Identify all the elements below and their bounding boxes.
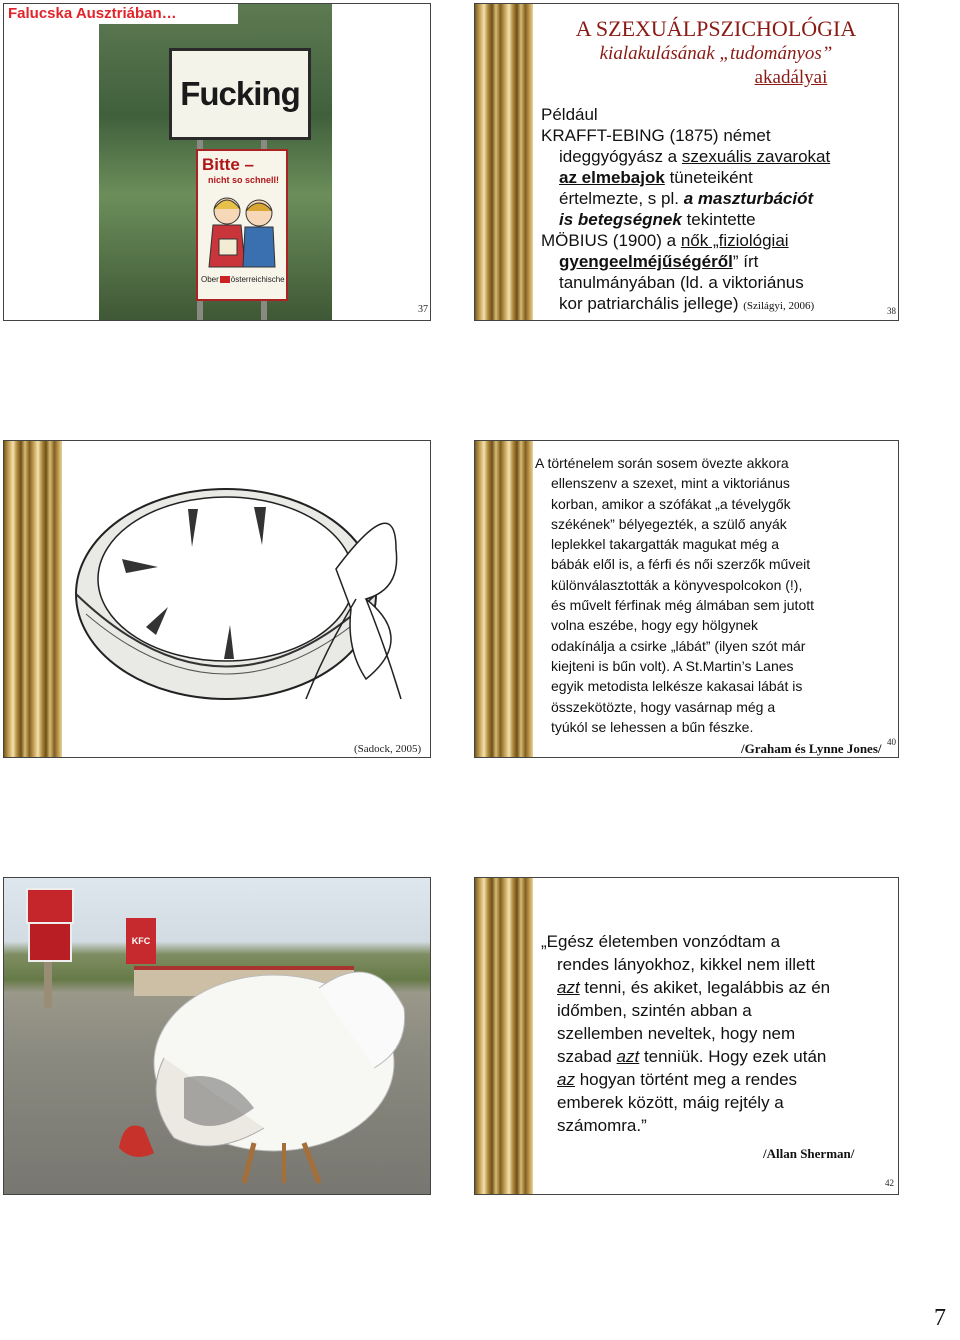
text-line: kiejteni is bűn volt). A St.Martin’s Lanes <box>551 657 794 674</box>
brand-region: österreichische <box>230 275 285 284</box>
slide-38-number: 38 <box>887 306 896 316</box>
children-illustration <box>199 189 287 273</box>
krafft-ebing-line3: az elmebajok tüneteiként <box>559 168 753 187</box>
warning-sign-subtitle: nicht so schnell! <box>208 175 280 185</box>
slide-41 <box>3 877 431 1195</box>
spiked-ring-illustration <box>66 449 426 749</box>
text-line: székének” bélyegezték, a szülő anyák <box>551 515 787 532</box>
chicken-illustration <box>104 928 431 1188</box>
mobius-line2: gyengeelméjűségéről” írt <box>559 252 759 271</box>
quote-line-3-rest: tenni, és akiket, legalábbis az én <box>579 978 831 997</box>
photo-chicken-kfc <box>4 878 431 1195</box>
text-line: és művelt férfinak még álmában sem jutott <box>551 597 815 614</box>
quote-emphasis: azt <box>616 1047 640 1066</box>
krafft-ebing-line2: ideggyógyász a szexuális zavarokat <box>559 147 831 166</box>
quote-line: szabad azt tenniük. Hogy ezek után <box>557 1047 827 1066</box>
title-line-1: A SZEXUÁLPSZICHOLÓGIA <box>575 16 857 41</box>
mobius-line3: tanulmányában (ld. a viktoriánus <box>559 273 804 292</box>
warning-sign-title: Bitte – <box>202 155 254 174</box>
quote-line: szellemben neveltek, hogy nem <box>557 1024 796 1043</box>
krafft-ebing-line4: értelmezte, s pl. a maszturbációt <box>559 189 814 208</box>
text-line: tyúkól se lehessen a bűn fészke. <box>551 718 754 735</box>
slide-38 <box>474 3 899 321</box>
town-sign-text: Fucking <box>180 75 300 112</box>
text-line: A történelem során sosem övezte akkora <box>535 455 789 471</box>
text-line: odakínálja a csirke „lábát” (ilyen szót már <box>551 637 806 654</box>
brand-ober: Ober <box>201 275 219 284</box>
quote-emphasis: azt <box>557 978 580 997</box>
text-line: korban, amikor a szófákat „a tévelygők <box>551 495 791 512</box>
slide-38-gold-bar <box>475 4 533 320</box>
slide-40-body <box>535 453 897 737</box>
quote-line: számomra.” <box>557 1116 647 1135</box>
mobius-line1: MÖBIUS (1900) a nők „fiziológiai <box>541 231 789 250</box>
slide-42-gold-bar <box>475 878 533 1194</box>
mobius-line4: kor patriarchális jellege) (Szilágyi, 2006) <box>559 294 815 313</box>
text-line: leplekkel takargatták magukat még a <box>551 536 780 553</box>
slide-38-title <box>535 16 897 90</box>
kfc-sign-lower <box>28 922 72 962</box>
slide-40-number: 40 <box>887 737 896 747</box>
text-line: volna eszébe, hogy egy hölgynek <box>551 617 759 634</box>
slide-40-gold-bar <box>475 441 533 757</box>
slide-37-number: 37 <box>418 304 428 315</box>
text-line: egyik metodista lelkésze kakasai lábát is <box>551 678 803 695</box>
kfc-roadside-sign: KFC <box>126 918 156 964</box>
text-line: bábák elől is, a férfi és női szerzők műveit <box>551 556 811 573</box>
text-line: összekötözte, hogy vasárnap még a <box>551 698 776 715</box>
quote-line: „Egész életemben vonzódtam a <box>541 932 781 951</box>
slide-37 <box>3 3 431 321</box>
quote-line <box>541 976 893 999</box>
text-line: ellenszenv a szexet, mint a viktoriánus <box>551 475 790 492</box>
page-number: 7 <box>934 1305 946 1331</box>
brand-logo <box>220 276 230 283</box>
slide-37-banner: Falucska Ausztriában… <box>4 4 238 24</box>
quote-line: emberek között, máig rejtély a <box>557 1093 784 1112</box>
slide-42 <box>474 877 899 1195</box>
slide-38-body <box>541 104 893 317</box>
warning-sign <box>196 149 288 301</box>
intro-text: Például <box>541 105 598 124</box>
title-line-2: kialakulásának „tudományos” <box>599 43 833 64</box>
slide-40 <box>474 440 899 758</box>
krafft-ebing-line5: is betegségnek tekintette <box>559 210 756 229</box>
citation-szilagyi: (Szilágyi, 2006) <box>743 300 815 312</box>
slide-42-author: /Allan Sherman/ <box>763 1146 855 1161</box>
quote-line: időmben, szintén abban a <box>557 1001 752 1020</box>
slide-39-caption: (Sadock, 2005) <box>354 743 422 755</box>
warning-sign-brand <box>201 275 285 284</box>
slide-42-number: 42 <box>885 1178 894 1188</box>
photo-austrian-sign <box>99 4 332 321</box>
slide-39 <box>3 440 431 758</box>
kfc-sign-upper <box>26 888 74 924</box>
quote-line: az hogyan történt meg a rendes <box>557 1070 798 1089</box>
town-sign <box>169 48 311 140</box>
title-line-3: akadályai <box>754 67 828 88</box>
quote-emphasis: az <box>557 1070 575 1089</box>
text-line: különválasztották a könyvespolcokon (!), <box>551 576 803 593</box>
slide-39-gold-bar <box>4 441 62 757</box>
quote-line: rendes lányokhoz, kikkel nem illett <box>557 955 815 974</box>
krafft-ebing-line1: KRAFFT-EBING (1875) német <box>541 126 771 145</box>
slide-42-body <box>541 930 893 1137</box>
slide-40-author: /Graham és Lynne Jones/ <box>741 741 882 756</box>
